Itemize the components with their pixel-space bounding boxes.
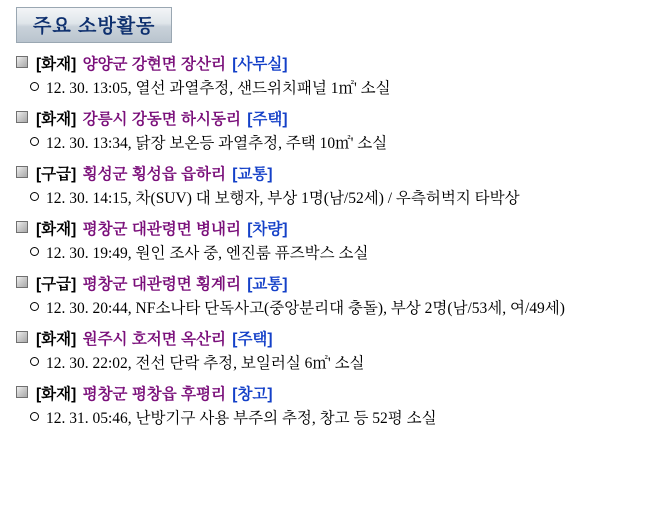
entry-category: [화재] <box>36 386 77 403</box>
entry-detail-text: 12. 30. 13:05, 열선 과열추정, 샌드위치패널 1㎡' 소실 <box>46 80 391 97</box>
entry-header-text <box>36 52 288 74</box>
entry-category: [화재] <box>36 111 77 128</box>
entry-category: [구급] <box>36 166 77 183</box>
page-title: 주요 소방활동 <box>33 16 156 37</box>
square-bullet-icon <box>16 221 28 233</box>
entry-category: [화재] <box>36 221 77 238</box>
list-item <box>0 162 670 208</box>
entry-tag: [주택] <box>232 331 273 348</box>
activity-list <box>0 52 670 428</box>
entry-detail <box>0 406 670 428</box>
circle-bullet-icon <box>30 247 39 256</box>
entry-header-text <box>36 107 288 129</box>
entry-detail <box>0 76 670 98</box>
entry-header <box>0 162 670 184</box>
page-title-banner <box>16 7 172 43</box>
circle-bullet-icon <box>30 357 39 366</box>
entry-place: 원주시 호저면 옥산리 <box>82 331 226 348</box>
circle-bullet-icon <box>30 302 39 311</box>
square-bullet-icon <box>16 111 28 123</box>
circle-bullet-icon <box>30 412 39 421</box>
entry-header-text <box>36 382 273 404</box>
entry-tag: [주택] <box>247 111 288 128</box>
entry-detail-text: 12. 31. 05:46, 난방기구 사용 부주의 추정, 창고 등 52평 소실 <box>46 410 437 427</box>
entry-tag: [차량] <box>247 221 288 238</box>
list-item <box>0 217 670 263</box>
entry-place: 양양군 강현면 장산리 <box>82 56 226 73</box>
entry-header-text <box>36 327 273 349</box>
list-item <box>0 52 670 98</box>
entry-detail-text: 12. 30. 19:49, 원인 조사 중, 엔진룸 퓨즈박스 소실 <box>46 245 369 262</box>
entry-header <box>0 107 670 129</box>
entry-place: 평창군 대관령면 횡계리 <box>82 276 241 293</box>
entry-detail-text: 12. 30. 14:15, 차(SUV) 대 보행자, 부상 1명(남/52세) / 우측허벅지 타박상 <box>46 190 520 207</box>
entry-category: [구급] <box>36 276 77 293</box>
entry-detail-text: 12. 30. 13:34, 닭장 보온등 과열추정, 주택 10㎡' 소실 <box>46 135 388 152</box>
list-item <box>0 107 670 153</box>
entry-category: [화재] <box>36 56 77 73</box>
entry-place: 평창군 평창읍 후평리 <box>82 386 226 403</box>
entry-detail-text: 12. 30. 20:44, NF소나타 단독사고(중앙분리대 충돌), 부상 2명(남/53세, 여/49세) <box>46 300 565 317</box>
square-bullet-icon <box>16 331 28 343</box>
entry-detail-text: 12. 30. 22:02, 전선 단락 추정, 보일러실 6㎡' 소실 <box>46 355 365 372</box>
list-item <box>0 382 670 428</box>
entry-tag: [사무실] <box>232 56 288 73</box>
entry-detail <box>0 296 670 318</box>
entry-header <box>0 382 670 404</box>
entry-category: [화재] <box>36 331 77 348</box>
circle-bullet-icon <box>30 137 39 146</box>
entry-header <box>0 52 670 74</box>
entry-place: 평창군 대관령면 병내리 <box>82 221 241 238</box>
list-item <box>0 327 670 373</box>
circle-bullet-icon <box>30 192 39 201</box>
square-bullet-icon <box>16 56 28 68</box>
square-bullet-icon <box>16 166 28 178</box>
entry-header-text <box>36 162 273 184</box>
entry-tag: [창고] <box>232 386 273 403</box>
entry-header-text <box>36 272 288 294</box>
square-bullet-icon <box>16 276 28 288</box>
entry-header-text <box>36 217 288 239</box>
entry-tag: [교통] <box>232 166 273 183</box>
entry-detail <box>0 131 670 153</box>
entry-detail <box>0 351 670 373</box>
square-bullet-icon <box>16 386 28 398</box>
entry-detail <box>0 186 670 208</box>
entry-header <box>0 327 670 349</box>
circle-bullet-icon <box>30 82 39 91</box>
list-item <box>0 272 670 318</box>
entry-tag: [교통] <box>247 276 288 293</box>
entry-place: 횡성군 횡성읍 읍하리 <box>82 166 226 183</box>
entry-place: 강릉시 강동면 하시동리 <box>82 111 241 128</box>
entry-detail <box>0 241 670 263</box>
entry-header <box>0 217 670 239</box>
entry-header <box>0 272 670 294</box>
